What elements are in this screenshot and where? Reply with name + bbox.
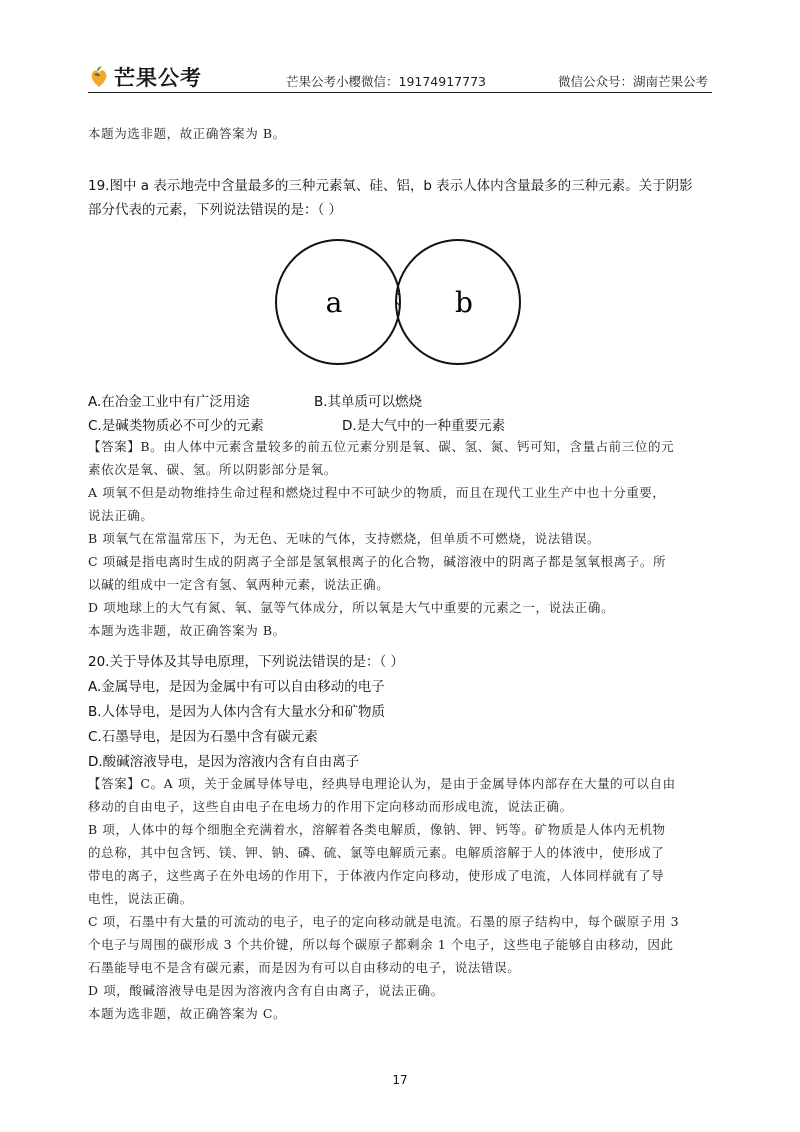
q20-option-a: A.金属导电，是因为金属中有可以自由移动的电子 (88, 679, 385, 695)
q20-answer-line: 个电子与周围的碳形成 3 个共价键，所以每个碳原子都剩余 1 个电子，这些电子能够自由移动，因此 (88, 937, 674, 952)
q19-stem-line1: 19.图中 a 表示地壳中含量最多的三种元素氧、硅、铝，b 表示人体内含量最多的三种元素。关于阴影 (88, 178, 693, 194)
q20-option-d: D.酸碱溶液导电，是因为溶液内含有自由离子 (88, 754, 360, 770)
q19-answer-line: C 项碱是指电离时生成的阴离子全部是氢氧根离子的化合物，碱溶液中的阴离子都是氢氧根离子。所 (88, 554, 667, 569)
header-contact: 芒果公考小樱微信：19174917773 (286, 74, 486, 89)
q20-option-c: C.石墨导电，是因为石墨中含有碳元素 (88, 729, 318, 745)
q19-answer-line: A 项氧不但是动物维持生命过程和燃烧过程中不可缺少的物质，而且在现代工业生产中也十分重要， (88, 485, 666, 500)
q20-answer-line: D 项，酸碱溶液导电是因为溶液内含有自由离子，说法正确。 (88, 983, 444, 998)
q19-option-a: A.在冶金工业中有广泛用途 (88, 394, 250, 410)
q19-answer-line: 素依次是氧、碳、氢。所以阴影部分是氧。 (88, 462, 337, 477)
q20-answer-line: C 项，石墨中有大量的可流动的电子，电子的定向移动就是电流。石墨的原子结构中，每个碳原子用 3 (88, 914, 680, 929)
q19-option-c: C.是碱类物质必不可少的元素 (88, 418, 264, 434)
q19-option-b: B.其单质可以燃烧 (314, 394, 423, 410)
q20-answer-line: B 项，人体中的每个细胞全充满着水，溶解着各类电解质，像钠、钾、钙等。矿物质是人体内无机物 (88, 822, 666, 837)
q20-option-b: B.人体导电，是因为人体内含有大量水分和矿物质 (88, 704, 386, 720)
venn-label-a: a (325, 286, 343, 319)
q19-answer-line: 说法正确。 (88, 508, 154, 523)
q20-answer-line: 石墨能导电不是含有碳元素，而是因为有可以自由移动的电子，说法错误。 (88, 960, 521, 975)
q19-answer-line: D 项地球上的大气有氮、氧、氩等气体成分，所以氧是大气中重要的元素之一，说法正确。 (88, 600, 615, 615)
brand-logo (88, 64, 202, 90)
q19-option-d: D.是大气中的一种重要元素 (342, 418, 506, 434)
venn-label-b: b (455, 286, 473, 319)
q20-answer-line: 电性，说法正确。 (88, 891, 193, 906)
q20-answer-line: 的总称，其中包含钙、镁、钾、钠、磷、硫、氯等电解质元素。电解质溶解于人的体液中，使形成了 (88, 845, 665, 860)
q19-answer-line: 以碱的组成中一定含有氢、氧两种元素，说法正确。 (88, 577, 390, 592)
q20-answer-line: 带电的离子，这些离子在外电场的作用下，于体液内作定向移动，使形成了电流，人体同样就有了导 (88, 868, 665, 883)
q20-answer-line: 移动的自由电子，这些自由电子在电场力的作用下定向移动而形成电流，说法正确。 (88, 799, 573, 814)
q19-answer-line: 【答案】B。由人体中元素含量较多的前五位元素分别是氧、碳、氢、氮、钙可知，含量占前三位的元 (88, 439, 675, 454)
q20-stem: 20.关于导体及其导电原理，下列说法错误的是：（ ） (88, 654, 405, 670)
page-number: 17 (392, 1073, 408, 1087)
page-header (88, 62, 712, 93)
prev-conclusion: 本题为选非题，故正确答案为 B。 (88, 126, 286, 141)
q19-answer-line: B 项氧气在常温常压下，为无色、无味的气体，支持燃烧，但单质不可燃烧，说法错误。 (88, 531, 601, 546)
mango-logo-icon (88, 66, 110, 88)
header-wechat: 微信公众号：湖南芒果公考 (557, 74, 708, 89)
q19-conclusion: 本题为选非题，故正确答案为 B。 (88, 623, 286, 638)
q19-stem-line2: 部分代表的元素，下列说法错误的是：（ ） (88, 202, 343, 218)
venn-diagram (272, 228, 532, 376)
q20-conclusion: 本题为选非题，故正确答案为 C。 (88, 1006, 287, 1021)
brand-name: 芒果公考 (114, 66, 202, 90)
q20-answer-line: 【答案】C。A 项，关于金属导体导电，经典导电理论认为，是由于金属导体内部存在大量的可以自由 (88, 776, 676, 791)
